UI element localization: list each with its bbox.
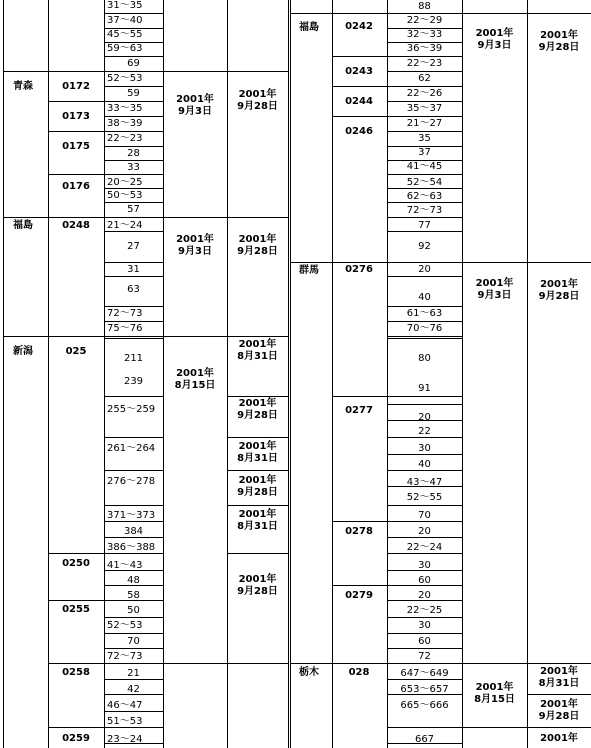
end-date: 8月31日 <box>237 521 278 532</box>
end-date: 9月28日 <box>538 711 580 722</box>
column-rule <box>332 0 333 748</box>
start-date: 8月15日 <box>474 694 515 705</box>
row-rule <box>104 262 163 263</box>
row-rule <box>104 13 163 14</box>
area-code: 0248 <box>62 220 90 231</box>
row-rule <box>104 56 163 57</box>
prefecture-tochigi: 栃木 <box>299 667 319 678</box>
end-year: 2001年 <box>238 509 277 520</box>
row-rule <box>104 505 163 506</box>
prefecture-gunma: 群馬 <box>299 265 319 276</box>
date-rule <box>227 437 288 438</box>
end-date: 9月28日 <box>237 410 278 421</box>
row-rule <box>387 131 462 132</box>
local-number-range: 28 <box>127 148 140 159</box>
column-rule <box>104 0 105 748</box>
local-number-range: 255～259 <box>107 404 156 415</box>
local-number-range: 43～47 <box>406 477 443 488</box>
local-number-range: 22 <box>418 426 431 437</box>
area-code: 0173 <box>62 111 90 122</box>
code-rule <box>332 56 462 57</box>
local-number-range: 48 <box>127 575 140 586</box>
row-rule <box>104 338 163 339</box>
row-rule <box>104 321 163 322</box>
local-number-range: 77 <box>418 220 431 231</box>
start-year: 2001年 <box>176 368 214 379</box>
row-rule <box>104 617 163 618</box>
local-number-range: 41～43 <box>107 560 143 571</box>
row-rule <box>387 336 462 337</box>
local-number-range: 50～53 <box>107 190 143 201</box>
row-rule <box>104 202 163 203</box>
date-rule <box>227 553 288 554</box>
local-number-range: 22～29 <box>406 15 443 26</box>
local-number-range: 21～27 <box>406 118 443 129</box>
area-code: 0243 <box>345 66 373 77</box>
end-year: 2001年 <box>540 699 578 710</box>
end-date: 9月28日 <box>237 487 278 498</box>
row-rule <box>387 71 462 72</box>
column-rule <box>227 0 228 748</box>
local-number-range: 70 <box>418 510 431 521</box>
local-number-range: 667 <box>414 734 435 745</box>
local-number-range: 72～73 <box>406 205 443 216</box>
start-date: 9月3日 <box>178 106 212 117</box>
start-date: 9月3日 <box>477 40 512 51</box>
code-rule <box>332 396 462 397</box>
start-date: 9月3日 <box>178 246 212 257</box>
local-number-range: 40 <box>418 292 431 303</box>
end-year: 2001年 <box>540 30 578 41</box>
row-rule <box>387 306 462 307</box>
local-number-range: 211 <box>123 353 144 364</box>
section-rule <box>290 663 591 664</box>
local-number-range: 72 <box>418 651 431 662</box>
local-number-range: 88 <box>418 1 431 12</box>
local-number-range: 30 <box>418 620 431 631</box>
prefecture-fukushima: 福島 <box>13 220 33 231</box>
local-number-range: 276～278 <box>107 476 156 487</box>
prefecture-fukushima: 福島 <box>299 22 319 33</box>
local-number-range: 61～63 <box>406 308 443 319</box>
area-code: 0278 <box>345 526 373 537</box>
date-rule <box>527 727 591 728</box>
end-date: 8月31日 <box>237 453 278 464</box>
row-rule <box>387 338 462 339</box>
local-number-range: 22～23 <box>406 58 443 69</box>
row-rule <box>104 86 163 87</box>
date-rule <box>462 727 527 728</box>
section-rule <box>3 217 288 218</box>
local-number-range: 62 <box>418 73 431 84</box>
local-number-range: 30 <box>418 443 431 454</box>
start-year: 2001年 <box>176 234 214 245</box>
local-number-range: 665～666 <box>400 700 449 711</box>
end-date: 9月28日 <box>538 291 580 302</box>
end-year: 2001年 <box>238 234 277 245</box>
row-rule <box>387 727 462 728</box>
row-rule <box>387 633 462 634</box>
row-rule <box>104 160 163 161</box>
row-rule <box>387 101 462 102</box>
row-rule <box>387 174 462 175</box>
local-number-range: 58 <box>127 590 140 601</box>
end-date: 8月31日 <box>538 678 580 689</box>
area-code: 0250 <box>62 558 90 569</box>
start-date: 9月3日 <box>477 290 512 301</box>
area-code: 0176 <box>62 181 90 192</box>
start-date: 8月15日 <box>174 380 216 391</box>
row-rule <box>104 146 163 147</box>
end-year: 2001年 <box>238 574 277 585</box>
local-number-range: 46～47 <box>107 700 143 711</box>
local-number-range: 22～23 <box>107 133 143 144</box>
local-number-range: 239 <box>123 376 144 387</box>
local-number-range: 70 <box>127 636 140 647</box>
row-rule <box>387 217 462 218</box>
row-rule <box>104 470 163 471</box>
local-number-range: 69 <box>127 58 140 69</box>
code-rule <box>48 727 163 728</box>
local-number-range: 653～657 <box>400 684 449 695</box>
local-number-range: 52～53 <box>107 620 143 631</box>
local-number-range: 33 <box>127 162 140 173</box>
column-rule <box>163 0 164 748</box>
local-number-range: 40 <box>418 459 431 470</box>
start-year: 2001年 <box>176 94 214 105</box>
local-number-range: 52～54 <box>406 177 443 188</box>
row-rule <box>104 396 163 397</box>
local-number-range: 384 <box>123 526 144 537</box>
end-date: 9月28日 <box>538 42 580 53</box>
local-number-range: 41～45 <box>406 161 443 172</box>
area-code: 0242 <box>345 21 373 32</box>
row-rule <box>104 276 163 277</box>
local-number-range: 72～73 <box>107 651 143 662</box>
local-number-range: 70～76 <box>406 323 443 334</box>
code-rule <box>332 521 462 522</box>
date-rule <box>163 663 288 664</box>
row-rule <box>387 505 462 506</box>
column-rule <box>288 0 289 748</box>
local-number-range: 51～53 <box>107 716 143 727</box>
area-code: 0172 <box>62 81 90 92</box>
local-number-range: 60 <box>418 636 431 647</box>
area-code: 0279 <box>345 590 373 601</box>
local-number-range: 42 <box>127 684 140 695</box>
local-number-range: 20 <box>418 264 431 275</box>
local-number-range: 386～388 <box>107 542 156 553</box>
local-number-range: 36～39 <box>406 43 443 54</box>
local-number-range: 50 <box>127 605 140 616</box>
date-rule <box>227 470 288 471</box>
end-date: 9月28日 <box>237 101 278 112</box>
column-rule <box>462 0 463 748</box>
local-number-range: 91 <box>418 383 431 394</box>
column-rule <box>3 0 4 748</box>
date-rule <box>227 505 288 506</box>
local-number-range: 261～264 <box>107 443 156 454</box>
local-number-range: 59 <box>127 88 140 99</box>
local-number-range: 37～40 <box>107 15 143 26</box>
local-number-range: 32～33 <box>406 29 443 40</box>
local-number-range: 20 <box>418 412 431 423</box>
start-year: 2001年 <box>475 28 514 39</box>
section-rule <box>290 262 591 263</box>
section-rule <box>3 336 288 337</box>
code-rule <box>332 116 462 117</box>
local-number-range: 52～55 <box>406 492 443 503</box>
local-number-range: 57 <box>127 204 140 215</box>
row-rule <box>387 404 462 405</box>
local-number-range: 72～73 <box>107 308 143 319</box>
prefecture-niigata: 新潟 <box>13 346 33 357</box>
area-code: 0255 <box>62 604 90 615</box>
row-rule <box>104 648 163 649</box>
end-year: 2001年 <box>540 279 578 290</box>
area-code: 0244 <box>345 96 373 107</box>
column-rule <box>527 0 528 748</box>
local-number-range: 22～26 <box>406 88 443 99</box>
local-number-range: 22～25 <box>406 605 443 616</box>
end-year: 2001年 <box>540 666 578 677</box>
local-number-range: 62～63 <box>406 191 443 202</box>
end-year: 2001年 <box>238 89 277 100</box>
row-rule <box>104 437 163 438</box>
area-code: 0246 <box>345 126 373 137</box>
section-rule <box>3 71 288 72</box>
column-rule <box>290 0 291 748</box>
local-number-range: 23～24 <box>107 734 143 745</box>
local-number-range: 63 <box>127 284 140 295</box>
local-number-range: 20 <box>418 590 431 601</box>
code-rule <box>48 101 163 102</box>
code-rule <box>332 86 462 87</box>
row-rule <box>104 306 163 307</box>
local-number-range: 31 <box>127 264 140 275</box>
local-number-range: 371～373 <box>107 510 156 521</box>
row-rule <box>387 276 462 277</box>
local-number-range: 31～35 <box>107 0 143 11</box>
local-number-range: 75～76 <box>107 323 143 334</box>
prefecture-aomori: 青森 <box>13 81 33 92</box>
end-year: 2001年 <box>238 441 277 452</box>
end-year: 2001年 <box>238 475 277 486</box>
row-rule <box>387 617 462 618</box>
code-rule <box>48 174 163 175</box>
local-number-range: 647～649 <box>400 668 449 679</box>
local-number-range: 60 <box>418 575 431 586</box>
row-rule <box>387 648 462 649</box>
local-number-range: 92 <box>418 241 431 252</box>
end-date: 9月28日 <box>237 586 278 597</box>
area-code: 0277 <box>345 405 373 416</box>
column-rule <box>48 0 49 748</box>
date-rule <box>227 396 288 397</box>
local-number-range: 21 <box>127 668 140 679</box>
row-rule <box>104 116 163 117</box>
local-number-range: 45～55 <box>107 29 143 40</box>
local-number-range: 30 <box>418 560 431 571</box>
area-code: 0175 <box>62 141 90 152</box>
end-date: 8月31日 <box>237 351 278 362</box>
row-rule <box>387 321 462 322</box>
column-rule <box>387 0 388 748</box>
area-code: 025 <box>65 346 87 357</box>
date-rule <box>527 694 591 695</box>
section-rule <box>290 13 591 14</box>
code-rule <box>332 585 462 586</box>
local-number-range: 80 <box>418 353 431 364</box>
code-rule <box>48 131 163 132</box>
local-number-range: 33～35 <box>107 103 143 114</box>
area-code: 0259 <box>62 733 90 744</box>
area-code: 0276 <box>345 264 373 275</box>
end-year: 2001年 <box>238 398 277 409</box>
end-date: 9月28日 <box>237 246 278 257</box>
local-number-range: 52～53 <box>107 73 143 84</box>
local-number-range: 20～25 <box>107 177 143 188</box>
local-number-range: 20 <box>418 526 431 537</box>
local-number-range: 38～39 <box>107 118 143 129</box>
row-rule <box>104 633 163 634</box>
start-year: 2001年 <box>475 682 514 693</box>
local-number-range: 35～37 <box>406 103 443 114</box>
code-rule <box>48 663 163 664</box>
code-rule <box>48 600 163 601</box>
local-number-range: 35 <box>418 133 431 144</box>
local-number-range: 21～24 <box>107 220 143 231</box>
end-year: 2001年 <box>238 339 277 350</box>
local-number-range: 37 <box>418 147 431 158</box>
local-number-range: 22～24 <box>406 542 443 553</box>
end-year: 2001年 <box>540 733 578 744</box>
local-number-range: 27 <box>127 241 140 252</box>
area-code: 0258 <box>62 667 90 678</box>
area-code: 028 <box>348 667 370 678</box>
start-year: 2001年 <box>475 278 514 289</box>
local-number-range: 59～63 <box>107 43 143 54</box>
